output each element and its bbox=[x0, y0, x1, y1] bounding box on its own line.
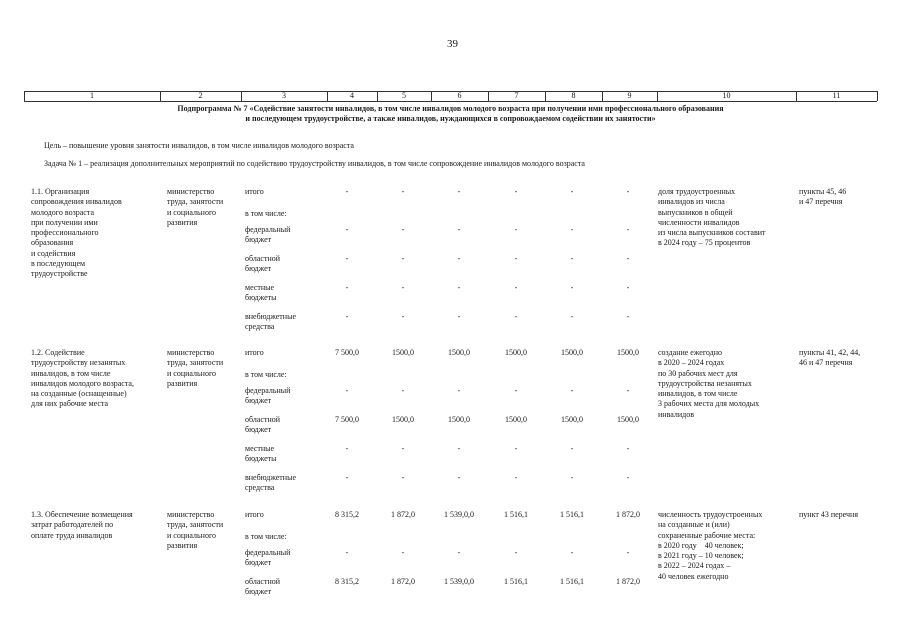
funding-value: - bbox=[401, 312, 405, 321]
funding-value: - bbox=[401, 187, 405, 196]
subprogram-title bbox=[24, 104, 877, 124]
funding-source-label: итого bbox=[245, 348, 264, 357]
funding-value: - bbox=[514, 444, 518, 453]
funding-value: - bbox=[626, 548, 630, 557]
funding-value: - bbox=[626, 225, 630, 234]
funding-source-label: областной бюджет bbox=[245, 415, 281, 435]
funding-value: 1 872,0 bbox=[616, 510, 640, 519]
funding-value: - bbox=[514, 254, 518, 263]
funding-value: - bbox=[401, 473, 405, 482]
funding-value: 1 539,0,0 bbox=[444, 577, 474, 586]
measure-indicator: доля трудоустроенных инвалидов из числа выпускников в общей численности инвалидов из числа выпускников составит в 2024 году – 75 процентов bbox=[658, 187, 766, 248]
funding-value: - bbox=[457, 444, 461, 453]
column-number: 2 bbox=[198, 91, 203, 100]
measure-executor: министерство труда, занятости и социального развития bbox=[167, 187, 224, 227]
funding-value: - bbox=[626, 473, 630, 482]
funding-value: 1 516,1 bbox=[504, 510, 528, 519]
funding-value: - bbox=[457, 187, 461, 196]
funding-value: - bbox=[401, 283, 405, 292]
measure-executor: министерство труда, занятости и социального развития bbox=[167, 348, 224, 388]
funding-value: - bbox=[345, 312, 349, 321]
funding-value: 1500,0 bbox=[392, 415, 414, 424]
funding-value: 7 500,0 bbox=[335, 415, 359, 424]
funding-value: - bbox=[401, 548, 405, 557]
funding-value: - bbox=[401, 444, 405, 453]
funding-value: - bbox=[457, 312, 461, 321]
funding-value: - bbox=[401, 386, 405, 395]
funding-source-label: в том числе: bbox=[245, 370, 287, 379]
funding-value: 1500,0 bbox=[617, 348, 639, 357]
measure-executor: министерство труда, занятости и социального развития bbox=[167, 510, 224, 550]
funding-source-label: областной бюджет bbox=[245, 254, 281, 274]
funding-source-label: в том числе: bbox=[245, 532, 287, 541]
funding-source-label: местные бюджеты bbox=[245, 444, 277, 464]
funding-value: - bbox=[457, 225, 461, 234]
funding-value: - bbox=[345, 548, 349, 557]
funding-value: 1 872,0 bbox=[391, 510, 415, 519]
funding-source-label: федеральный бюджет bbox=[245, 386, 291, 406]
column-divider bbox=[877, 91, 878, 101]
funding-source-label: итого bbox=[245, 510, 264, 519]
funding-value: - bbox=[514, 225, 518, 234]
funding-value: - bbox=[401, 254, 405, 263]
measure-reference: пункты 41, 42, 44, 46 и 47 перечня bbox=[799, 348, 861, 368]
funding-value: 1500,0 bbox=[392, 348, 414, 357]
measure-indicator: численность трудоустроенных на созданные и (или) сохраненные рабочие места: в 2020 году 40 человек; в 2021 году – 10 человек; в 2022 – 2024 годах – 40 человек ежегодно bbox=[658, 510, 763, 581]
funding-value: - bbox=[345, 444, 349, 453]
funding-value: 1 539,0,0 bbox=[444, 510, 474, 519]
funding-value: 1 516,1 bbox=[560, 510, 584, 519]
funding-value: - bbox=[345, 225, 349, 234]
funding-source-label: местные бюджеты bbox=[245, 283, 277, 303]
measure-name: 1.2. Содействие трудоустройству незанятых инвалидов, в том числе инвалидов молодого возраста, на созданные (оснащенные) для них рабочие места bbox=[31, 348, 134, 409]
funding-value: - bbox=[345, 283, 349, 292]
funding-value: - bbox=[570, 473, 574, 482]
funding-value: 1 872,0 bbox=[391, 577, 415, 586]
funding-value: 8 315,2 bbox=[335, 577, 359, 586]
funding-value: - bbox=[626, 444, 630, 453]
funding-value: - bbox=[570, 312, 574, 321]
funding-value: 1 872,0 bbox=[616, 577, 640, 586]
funding-value: - bbox=[514, 548, 518, 557]
funding-value: 1500,0 bbox=[448, 415, 470, 424]
funding-value: - bbox=[345, 386, 349, 395]
column-number: 10 bbox=[722, 91, 731, 100]
funding-value: 7 500,0 bbox=[335, 348, 359, 357]
measure-reference: пункты 45, 46 и 47 перечня bbox=[799, 187, 847, 207]
column-number: 8 bbox=[571, 91, 576, 100]
funding-value: 1500,0 bbox=[505, 348, 527, 357]
funding-source-label: федеральный бюджет bbox=[245, 225, 291, 245]
funding-value: - bbox=[570, 386, 574, 395]
funding-value: - bbox=[570, 187, 574, 196]
task-statement: Задача № 1 – реализация дополнительных мероприятий по содействию трудоустройству инвалидов, в том числе сопровождение инвалидов молодого возраста bbox=[44, 159, 585, 168]
subprogram-title-line: и последующем трудоустройстве, а также инвалидов, нуждающихся в сопровождаемом содействии их занятости» bbox=[245, 114, 656, 123]
funding-value: - bbox=[345, 254, 349, 263]
funding-source-label: внебюджетные средства bbox=[245, 312, 296, 332]
funding-value: 8 315,2 bbox=[335, 510, 359, 519]
column-number: 4 bbox=[350, 91, 354, 100]
funding-value: 1500,0 bbox=[505, 415, 527, 424]
funding-value: - bbox=[626, 254, 630, 263]
funding-value: - bbox=[514, 312, 518, 321]
column-header-bottom-border bbox=[24, 101, 877, 102]
funding-value: - bbox=[457, 254, 461, 263]
funding-value: 1500,0 bbox=[561, 415, 583, 424]
funding-value: - bbox=[514, 473, 518, 482]
funding-value: - bbox=[570, 548, 574, 557]
funding-value: - bbox=[514, 283, 518, 292]
column-number: 7 bbox=[514, 91, 519, 100]
funding-value: - bbox=[345, 187, 349, 196]
funding-value: - bbox=[570, 225, 574, 234]
funding-value: - bbox=[457, 548, 461, 557]
funding-value: - bbox=[570, 444, 574, 453]
funding-value: - bbox=[457, 473, 461, 482]
column-number: 3 bbox=[282, 91, 286, 100]
funding-value: 1500,0 bbox=[617, 415, 639, 424]
funding-source-label: итого bbox=[245, 187, 264, 196]
funding-value: 1500,0 bbox=[448, 348, 470, 357]
funding-value: - bbox=[570, 254, 574, 263]
column-number: 1 bbox=[90, 91, 94, 100]
funding-value: 1 516,1 bbox=[560, 577, 584, 586]
page-number: 39 bbox=[447, 38, 458, 50]
measure-name: 1.3. Обеспечение возмещения затрат работодателей по оплате труда инвалидов bbox=[31, 510, 133, 540]
funding-value: - bbox=[626, 187, 630, 196]
funding-value: - bbox=[514, 187, 518, 196]
measure-reference: пункт 43 перечня bbox=[799, 510, 859, 519]
funding-value: - bbox=[626, 386, 630, 395]
funding-value: - bbox=[514, 386, 518, 395]
funding-value: - bbox=[457, 386, 461, 395]
funding-value: 1 516,1 bbox=[504, 577, 528, 586]
subprogram-title-line: Подпрограмма № 7 «Содействие занятости инвалидов, в том числе инвалидов молодого возраста при получении ими профессионального образования bbox=[177, 104, 724, 113]
funding-value: - bbox=[401, 225, 405, 234]
column-number: 5 bbox=[402, 91, 406, 100]
column-number: 9 bbox=[627, 91, 632, 100]
funding-value: - bbox=[457, 283, 461, 292]
funding-source-label: областной бюджет bbox=[245, 577, 281, 597]
funding-value: - bbox=[345, 473, 349, 482]
funding-source-label: внебюджетные средства bbox=[245, 473, 296, 493]
funding-value: - bbox=[570, 283, 574, 292]
measure-name: 1.1. Организация сопровождения инвалидов молодого возраста при получении ими профессионального образования и содействия в последующем трудоустройстве bbox=[31, 187, 122, 279]
funding-value: - bbox=[626, 283, 630, 292]
funding-value: 1500,0 bbox=[561, 348, 583, 357]
funding-source-label: федеральный бюджет bbox=[245, 548, 291, 568]
funding-source-label: в том числе: bbox=[245, 209, 287, 218]
column-number: 11 bbox=[832, 91, 841, 100]
funding-value: - bbox=[626, 312, 630, 321]
column-number: 6 bbox=[457, 91, 462, 100]
goal-statement: Цель – повышение уровня занятости инвалидов, в том числе инвалидов молодого возраста bbox=[44, 141, 354, 150]
measure-indicator: создание ежегодно в 2020 – 2024 годах по 30 рабочих мест для трудоустройства незанятых инвалидов, в том числе 3 рабочих места для молодых инвалидов bbox=[658, 348, 760, 419]
